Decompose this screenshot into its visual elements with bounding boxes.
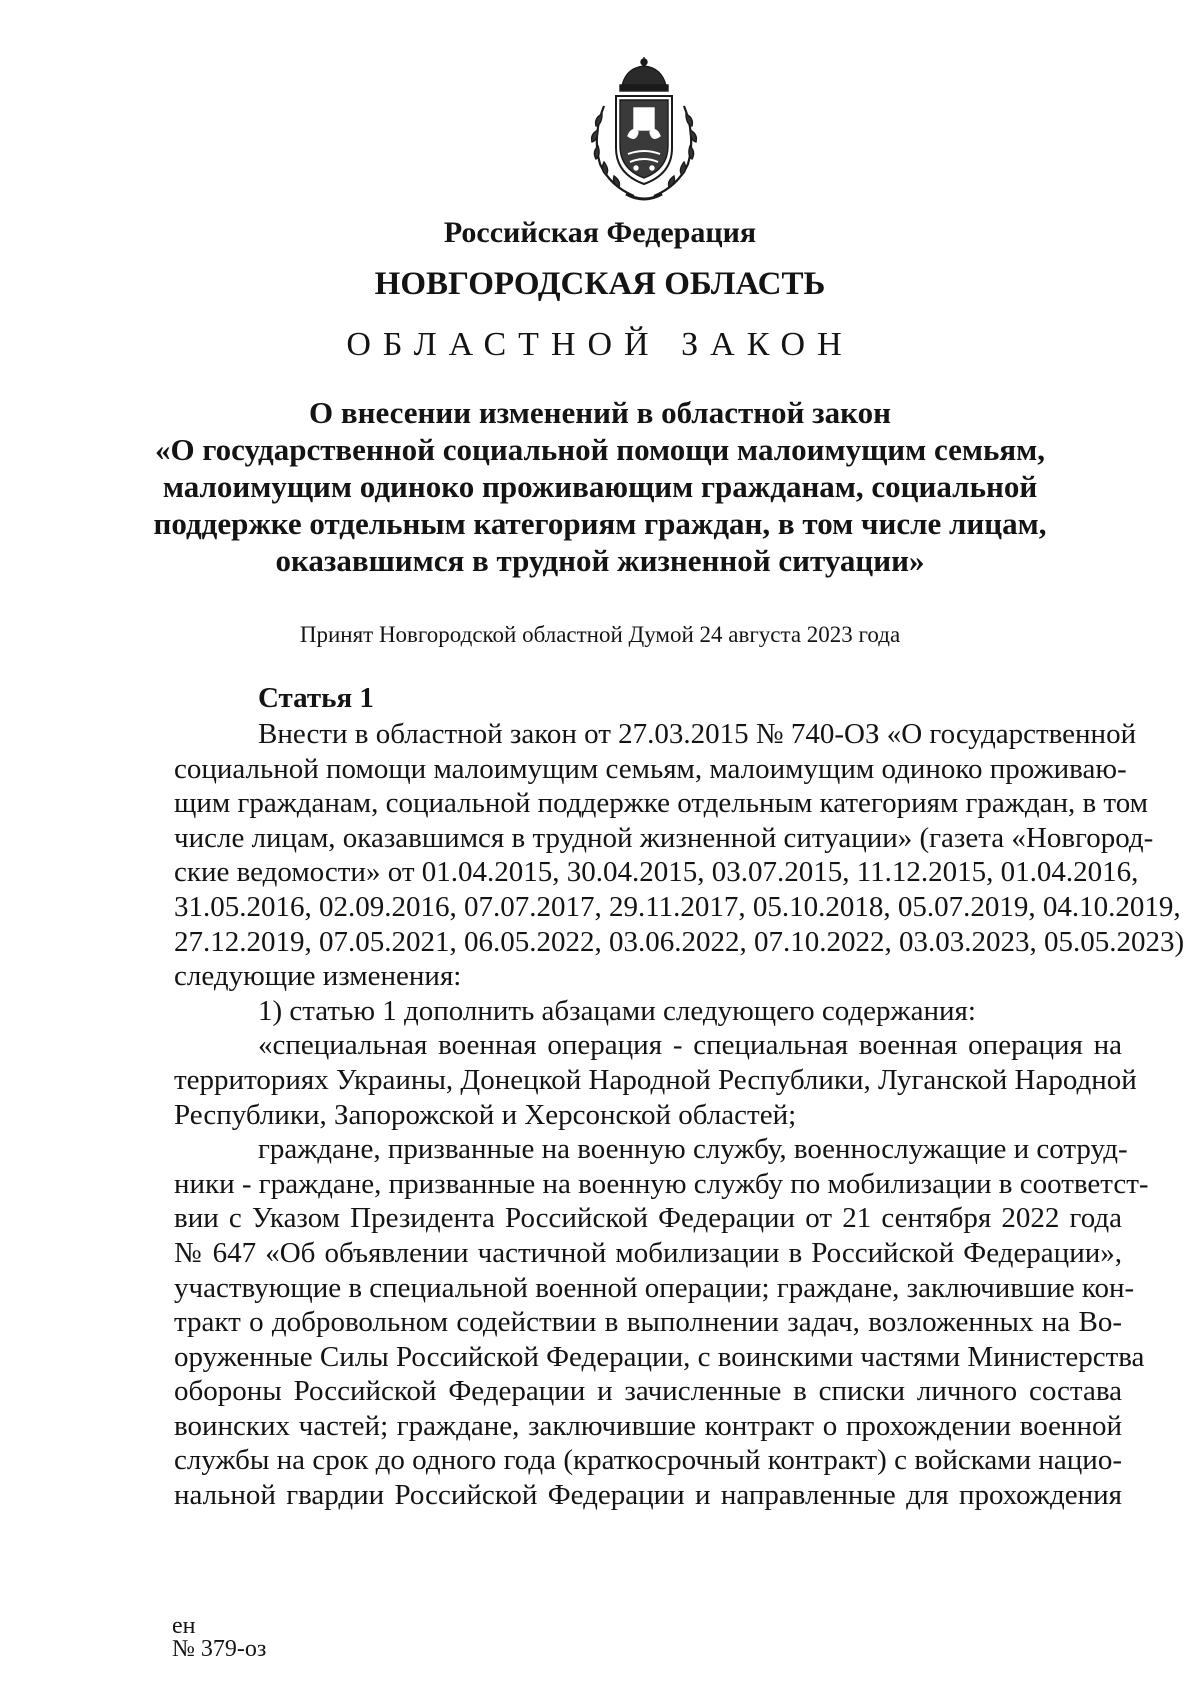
coat-of-arms-icon bbox=[574, 56, 714, 206]
article-heading: Статья 1 bbox=[258, 682, 374, 714]
body-line: № 647 «Об объявлении частичной мобилизации в Российской Федерации», bbox=[174, 1236, 1122, 1269]
body-line: числе лицам, оказавшимся в трудной жизненной ситуации» (газета «Новгород- bbox=[174, 821, 1154, 854]
body-line: воинских частей; граждане, заключившие контракт о прохождении военной bbox=[174, 1409, 1122, 1442]
body-line: следующие изменения: bbox=[174, 960, 462, 993]
body-line: щим гражданам, социальной поддержке отдельным категориям граждан, в том bbox=[174, 787, 1149, 820]
body-line: Внести в областной закон от 27.03.2015 № 740-ОЗ «О государственной bbox=[258, 718, 1137, 750]
law-type-heading: ОБЛАСТНОЙ ЗАКОН bbox=[346, 326, 854, 363]
body-line: 1) статью 1 дополнить абзацами следующего содержания: bbox=[258, 994, 976, 1027]
document-footer bbox=[172, 1615, 266, 1661]
law-title-line: поддержке отдельным категориям граждан, в том числе лицам, bbox=[153, 506, 1047, 541]
body-line: участвующие в специальной военной операции; граждане, заключившие кон- bbox=[174, 1271, 1135, 1304]
body-line: социальной помощи малоимущим семьям, малоимущим одиноко проживаю- bbox=[174, 752, 1127, 785]
law-title-line: малоимущим одиноко проживающим гражданам, социальной bbox=[162, 469, 1038, 504]
body-line: «специальная военная операция - специальная военная операция на bbox=[258, 1029, 1122, 1062]
adoption-note: Принят Новгородской областной Думой 24 августа 2023 года bbox=[299, 622, 901, 647]
footer-law-number: № 379-оз bbox=[172, 1636, 267, 1662]
coat-of-arms-emblem bbox=[574, 56, 714, 206]
body-line: вии с Указом Президента Российской Федерации от 21 сентября 2022 года bbox=[174, 1202, 1122, 1235]
body-line: тракт о добровольном содействии в выполнении задач, возложенных на Во- bbox=[174, 1306, 1122, 1339]
body-line: обороны Российской Федерации и зачисленные в списки личного состава bbox=[174, 1375, 1122, 1408]
region-heading: НОВГОРОДСКАЯ ОБЛАСТЬ bbox=[374, 266, 826, 302]
law-title-line: «О государственной социальной помощи малоимущим семьям, bbox=[154, 432, 1046, 467]
body-line: оруженные Силы Российской Федерации, с воинскими частями Министерства bbox=[174, 1340, 1145, 1373]
federation-heading: Российская Федерация bbox=[443, 216, 757, 249]
body-line: 31.05.2016, 02.09.2016, 07.07.2017, 29.11.2017, 05.10.2018, 05.07.2019, 04.10.2019, bbox=[174, 890, 1181, 923]
body-line: граждане, призванные на военную службу, военнослужащие и сотруд- bbox=[258, 1133, 1128, 1166]
body-line: службы на срок до одного года (краткосрочный контракт) с войсками нацио- bbox=[174, 1444, 1122, 1477]
body-line: Республики, Запорожской и Херсонской областей; bbox=[174, 1098, 797, 1131]
body-line: 27.12.2019, 07.05.2021, 06.05.2022, 03.06.2022, 07.10.2022, 03.03.2023, 05.05.2023) bbox=[174, 925, 1185, 958]
law-title bbox=[100, 394, 1100, 579]
body-line: ские ведомости» от 01.04.2015, 30.04.2015, 03.07.2015, 11.12.2015, 01.04.2016, bbox=[174, 856, 1139, 889]
law-title-line: оказавшимся в трудной жизненной ситуации» bbox=[275, 543, 925, 578]
law-title-line: О внесении изменений в областной закон bbox=[309, 395, 891, 430]
body-line: территориях Украины, Донецкой Народной Республики, Луганской Народной bbox=[174, 1063, 1137, 1096]
article-body bbox=[174, 717, 1185, 1513]
footer-initials: ен bbox=[172, 1613, 196, 1639]
body-line: ники - граждане, призванные на военную службу по мобилизации в соответст- bbox=[174, 1167, 1149, 1200]
body-line: нальной гвардии Российской Федерации и направленные для прохождения bbox=[174, 1479, 1122, 1512]
